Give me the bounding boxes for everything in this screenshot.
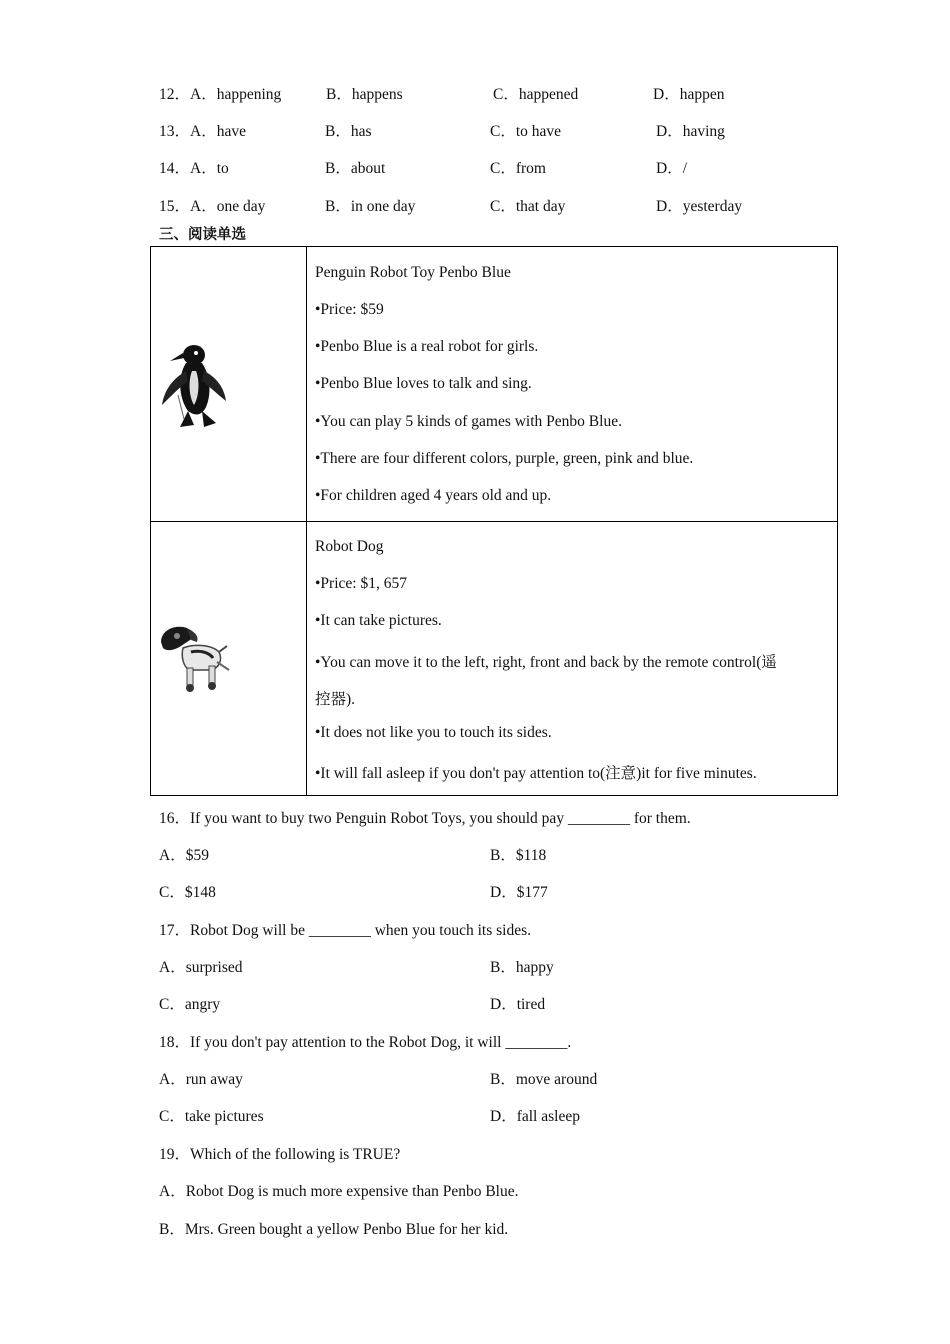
product-price: •Price: $59 xyxy=(315,301,384,318)
choice-15-d: D．yesterday xyxy=(656,198,743,215)
choice-15-a: 15．A．one day xyxy=(159,198,266,215)
product-feature: •You can move it to the left, right, front and back by the remote control(遥 xyxy=(315,654,777,671)
penguin-robot-icon xyxy=(158,335,230,435)
choice-12-a: 12．A．happening xyxy=(159,86,282,103)
product-title: Penguin Robot Toy Penbo Blue xyxy=(315,264,511,281)
product-feature: •There are four different colors, purple, green, pink and blue. xyxy=(315,450,694,467)
question-16-option-a[interactable]: A．$59 xyxy=(159,847,209,864)
product-row-penguin xyxy=(151,247,838,522)
question-17-option-c[interactable]: C．angry xyxy=(159,996,221,1013)
product-title: Robot Dog xyxy=(315,538,384,555)
choice-13-b: B．has xyxy=(325,123,372,140)
question-17-option-d[interactable]: D．tired xyxy=(490,996,546,1013)
product-feature: •It can take pictures. xyxy=(315,612,442,629)
choice-13-d: D．having xyxy=(656,123,725,140)
choice-14-c: C．from xyxy=(490,160,546,177)
question-17-option-b[interactable]: B．happy xyxy=(490,959,554,976)
product-text-cell xyxy=(307,522,838,796)
question-16-option-b[interactable]: B．$118 xyxy=(490,847,547,864)
question-16-stem: 16．If you want to buy two Penguin Robot Toys, you should pay ________ for them. xyxy=(159,810,691,827)
product-feature: 控器). xyxy=(315,691,356,708)
robot-dog-icon xyxy=(157,618,233,696)
choice-13-a: 13．A．have xyxy=(159,123,246,140)
product-price: •Price: $1, 657 xyxy=(315,575,407,592)
question-18-option-c[interactable]: C．take pictures xyxy=(159,1108,264,1125)
question-17-stem: 17．Robot Dog will be ________ when you touch its sides. xyxy=(159,922,531,939)
product-text-cell xyxy=(307,247,838,522)
question-16-option-d[interactable]: D．$177 xyxy=(490,884,548,901)
question-19-option-a[interactable]: A．Robot Dog is much more expensive than Penbo Blue. xyxy=(159,1183,519,1200)
product-feature: •Penbo Blue loves to talk and sing. xyxy=(315,375,532,392)
choice-14-b: B．about xyxy=(325,160,386,177)
choice-14-a: 14．A．to xyxy=(159,160,229,177)
choice-12-c: C．happened xyxy=(493,86,579,103)
product-feature: •It will fall asleep if you don't pay attention to(注意)it for five minutes. xyxy=(315,765,757,782)
question-18-option-b[interactable]: B．move around xyxy=(490,1071,598,1088)
question-18-stem: 18．If you don't pay attention to the Robot Dog, it will ________. xyxy=(159,1034,572,1051)
product-image-cell xyxy=(151,522,307,796)
question-18-option-a[interactable]: A．run away xyxy=(159,1071,243,1088)
product-feature: •It does not like you to touch its sides. xyxy=(315,724,552,741)
choice-14-d: D．/ xyxy=(656,160,688,177)
choice-12-b: B．happens xyxy=(326,86,403,103)
question-19-option-b[interactable]: B．Mrs. Green bought a yellow Penbo Blue for her kid. xyxy=(159,1221,509,1238)
choice-13-c: C．to have xyxy=(490,123,562,140)
product-table xyxy=(150,246,838,796)
choice-15-b: B．in one day xyxy=(325,198,416,215)
section-title: 三、阅读单选 xyxy=(159,227,246,243)
question-19-stem: 19．Which of the following is TRUE? xyxy=(159,1146,401,1163)
question-16-option-c[interactable]: C．$148 xyxy=(159,884,216,901)
product-feature: •Penbo Blue is a real robot for girls. xyxy=(315,338,539,355)
question-18-option-d[interactable]: D．fall asleep xyxy=(490,1108,580,1125)
product-row-dog xyxy=(151,522,838,796)
choice-12-d: D．happen xyxy=(653,86,725,103)
question-17-option-a[interactable]: A．surprised xyxy=(159,959,243,976)
choice-15-c: C．that day xyxy=(490,198,566,215)
product-feature: •For children aged 4 years old and up. xyxy=(315,487,552,504)
product-image-cell xyxy=(151,247,307,522)
product-feature: •You can play 5 kinds of games with Penbo Blue. xyxy=(315,413,622,430)
